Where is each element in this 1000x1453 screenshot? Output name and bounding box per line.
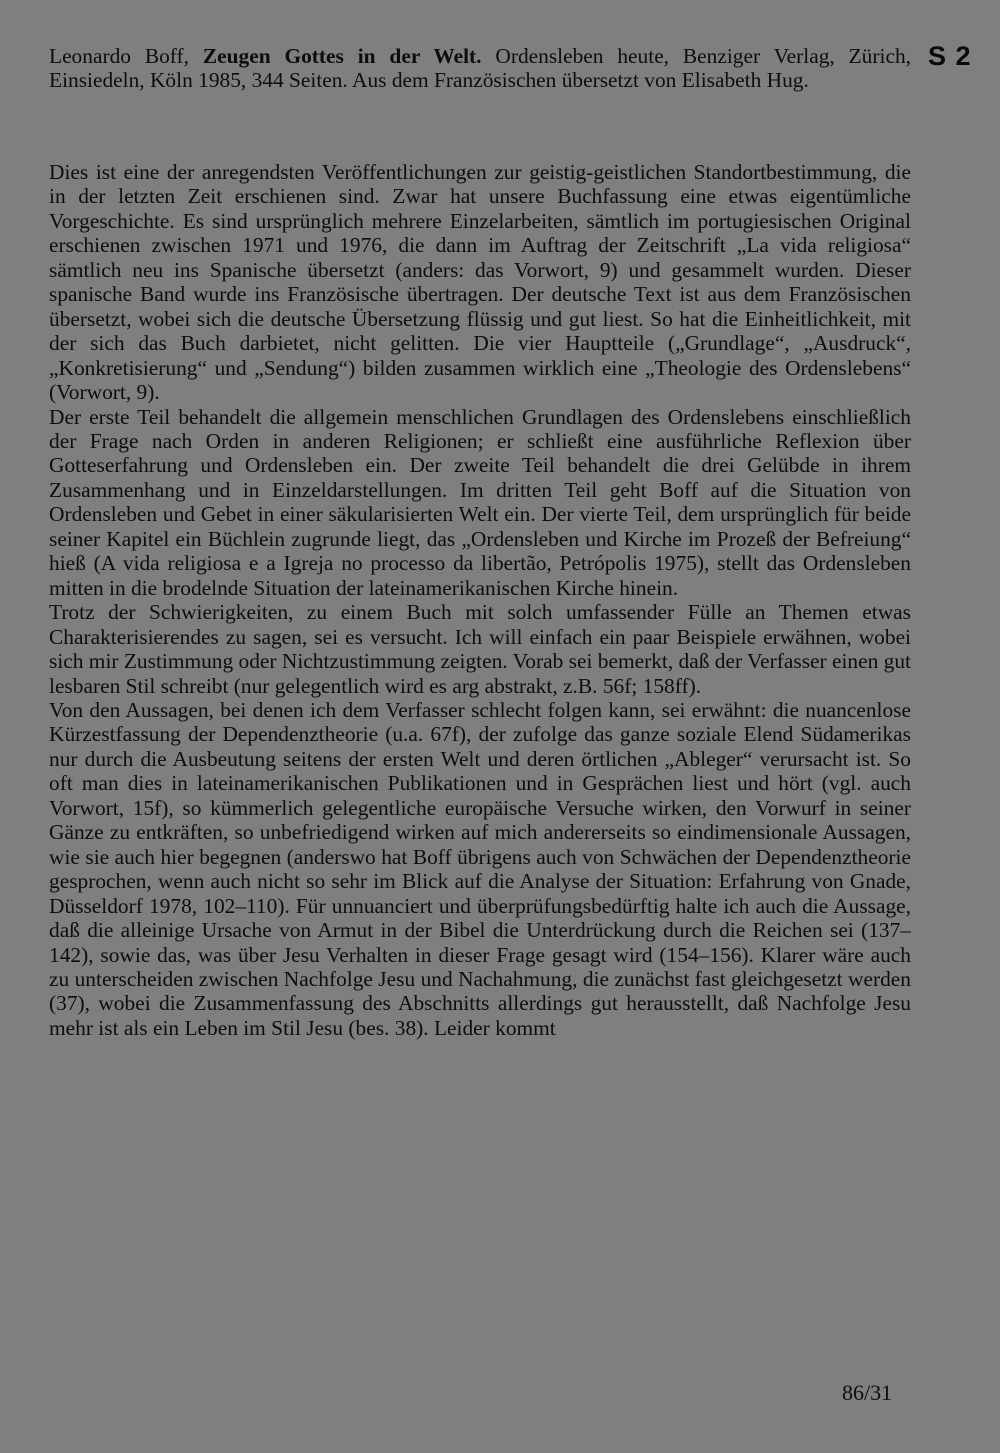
- citation-author: Leonardo Boff,: [49, 44, 203, 68]
- section-code: S 2: [928, 41, 972, 71]
- paragraph-2: Der erste Teil behandelt die allgemein menschlichen Grundlagen des Ordenslebens einschließlich der Frage nach Orden in anderen Religionen; er schließt eine ausführliche Reflexion über Gotteserfahrung und Ordensleben ein. Der zweite Teil behandelt die drei Gelübde in ihrem Zusammenhang und in Einzeldarstellungen. Im dritten Teil geht Boff auf die Situation von Ordensleben und Gebet in einer säkularisierten Welt ein. Der vierte Teil, dem ursprünglich für beide seiner Kapitel ein Büchlein zugrunde liegt, das „Ordensleben und Kirche im Prozeß der Befreiung“ hieß (A vida religiosa e a Igreja no processo da libertão, Petrópolis 1975), stellt das Ordensleben mitten in die brodelnde Situation der lateinamerikanischen Kirche hinein.: [49, 404, 911, 600]
- page-number: 86/31: [842, 1380, 893, 1405]
- citation-title: Zeugen Gottes in der Welt.: [202, 44, 482, 68]
- book-citation: [49, 44, 911, 93]
- paragraph-1: Dies ist eine der anregendsten Veröffentlichungen zur geistig-geistlichen Standortbestimmung, die in der letzten Zeit erschienen sind. Zwar hat unsere Buchfassung eine etwas eigentümliche Vorgeschichte. Es sind ursprünglich mehrere Einzelarbeiten, sämtlich im portugiesischen Original erschienen zwischen 1971 und 1976, die dann im Auftrag der Zeitschrift „La vida religiosa“ sämtlich neu ins Spanische übersetzt (anders: das Vorwort, 9) und gesammelt wurden. Dieser spanische Band wurde ins Französische übertragen. Der deutsche Text ist aus dem Französischen übersetzt, wobei sich die deutsche Übersetzung flüssig und gut liest. So hat die Einheitlichkeit, mit der sich das Buch darbietet, nicht gelitten. Die vier Hauptteile („Grundlage“, „Ausdruck“, „Konkretisierung“ und „Sendung“) bilden zusammen wirklich eine „Theologie des Ordenslebens“ (Vorwort, 9).: [49, 160, 911, 405]
- paragraph-3: Trotz der Schwierigkeiten, zu einem Buch mit solch umfassender Fülle an Themen etwas Charakterisierendes zu sagen, sei es versucht. Ich will einfach ein paar Beispiele erwähnen, wobei sich mir Zustimmung oder Nichtzustimmung zeigten. Vorab sei bemerkt, daß der Verfasser einen gut lesbaren Stil schreibt (nur gelegentlich wird es arg abstrakt, z.B. 56f; 158ff).: [49, 600, 911, 698]
- paragraph-4: Von den Aussagen, bei denen ich dem Verfasser schlecht folgen kann, sei erwähnt: die nuancenlose Kürzestfassung der Dependenztheorie (u.a. 67f), der zufolge das ganze soziale Elend Südamerikas nur durch die Ausbeutung seitens der ersten Welt und deren örtlichen „Ableger“ verursacht ist. So oft man dies in lateinamerikanischen Publikationen und in Gesprächen liest und hört (vgl. auch Vorwort, 15f), so kümmerlich gelegentliche europäische Versuche wirken, den Vorwurf in seiner Gänze zu entkräften, so unbefriedigend wirken auf mich andererseits so eindimensionale Aussagen, wie sie auch hier begegnen (anderswo hat Boff übrigens auch von Schwächen der Dependenztheorie gesprochen, wenn auch nicht so sehr im Blick auf die Analyse der Situation: Erfahrung von Gnade, Düsseldorf 1978, 102–110). Für unnuanciert und überprüfungsbedürftig halte ich auch die Aussage, daß die alleinige Ursache von Armut in der Bibel die Unterdrückung durch die Reichen sei (137–142), sowie das, was über Jesu Verhalten in dieser Frage gesagt wird (154–156). Klarer wäre auch zu unterscheiden zwischen Nachfolge Jesu und Nachahmung, die zunächst fast gleichgesetzt werden (37), wobei die Zusammenfassung des Abschnitts allerdings gut herausstellt, daß Nachfolge Jesu mehr ist als ein Leben im Stil Jesu (bes. 38). Leider kommt: [49, 697, 911, 1040]
- citation-details: Ordensleben heute, Benziger Verlag, Zürich, Einsiedeln, Köln 1985, 344 Seiten. Aus dem Französischen übersetzt von Elisabeth Hug.: [49, 44, 911, 93]
- review-body: [49, 160, 911, 1040]
